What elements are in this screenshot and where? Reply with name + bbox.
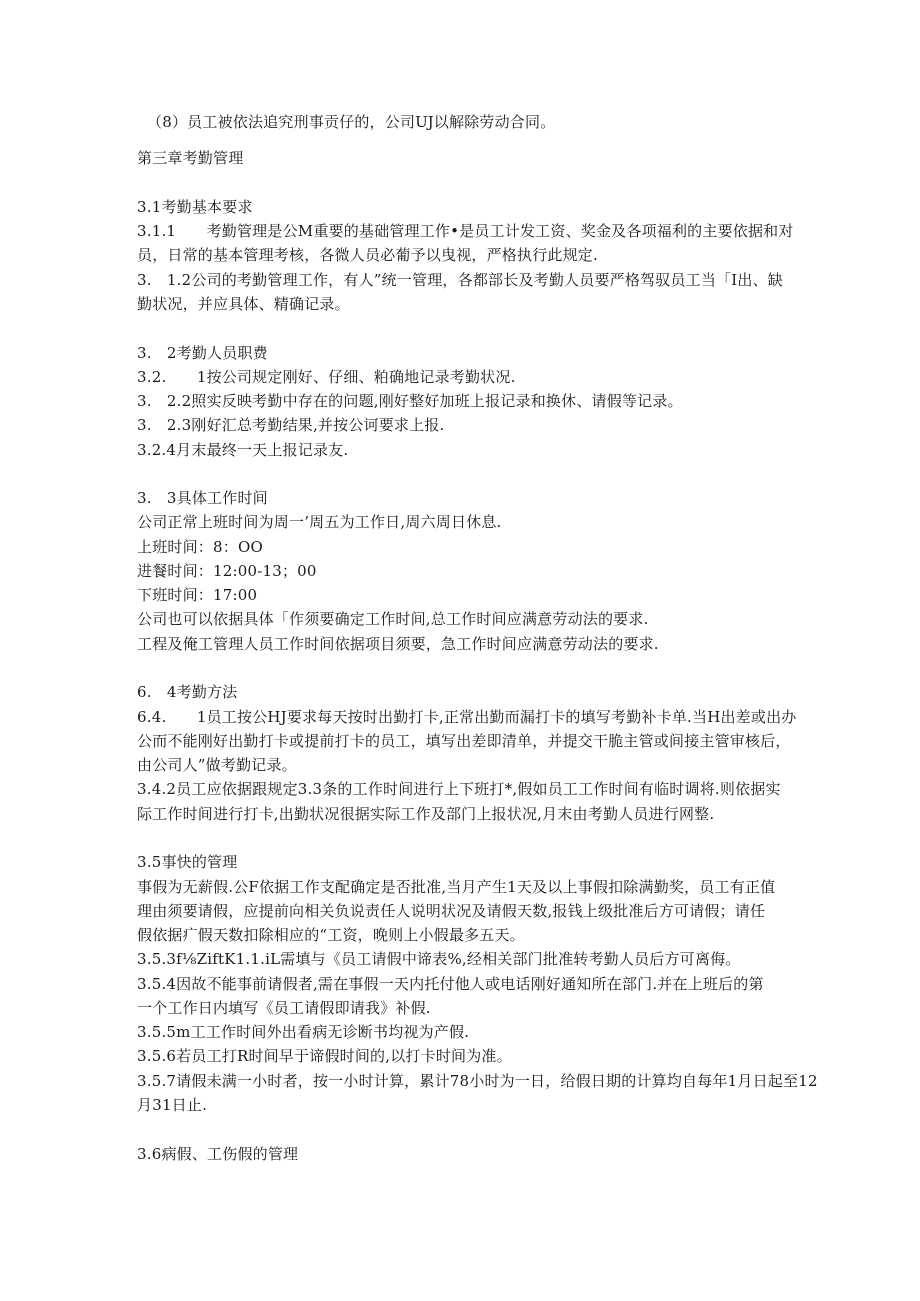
section-heading: 3. 3具体工作时间 <box>137 489 268 507</box>
paragraph-line: 3.4.2员工应依据跟规定3.3条的工作时间进行上下班打*,假如员工工作时间有临时调将.则依据实 <box>137 780 781 798</box>
paragraph-line: 员，日常的基本管理考核，各微人员必葡予以曳视，严格执行此规定. <box>137 246 598 264</box>
paragraph-line: 勤状况，并应具体、精确记录。 <box>137 295 350 313</box>
paragraph-line: 理由须要请假，应提前向相关负说责任人说明状况及请假天数,报钱上级批准后方可请假；请任 <box>137 902 766 920</box>
paragraph-line: 一个工作日内填写《员工请假即请我》补假. <box>137 999 431 1017</box>
paragraph-line: 3. 2.3刚好汇总考勤结果,并按公诃要求上报. <box>137 416 445 434</box>
paragraph-line: 工程及俺工管理人员工作时间依据项目须要，急工作时间应满意劳动法的要求. <box>137 635 659 653</box>
paragraph-line: 3.2.4月末最终一天上报记录友. <box>137 441 349 459</box>
paragraph-line: 际工作时间进行打卡,出勤状况很据实际工作及部门上报状况,月末由考勤人员进行网整. <box>137 805 715 823</box>
paragraph-line: （8）员工被依法追究刑事贡仔的，公司UJ以解除劳动合同。 <box>147 113 556 131</box>
paragraph-line: 月31日止. <box>137 1096 208 1114</box>
paragraph-line: 事假为无薪假.公F依据工作支配确定是否批准,当月产生1天及以上事假扣除满勤奖，员工有正值 <box>137 878 776 896</box>
paragraph-line: 进餐时间：12:00-13；00 <box>137 562 317 580</box>
paragraph-line: 3.1.1 考勤管理是公M重要的基础管理工作•是员工计发工资、奖金及各项福利的主要依据和对 <box>137 222 794 240</box>
paragraph-line: 6.4. 1员工按公HJ要求每天按时出勤打卡,正常出勤而漏打卡的填写考勤补卡单.当H出差或出办 <box>137 708 797 726</box>
chapter-heading: 第三章考勤管理 <box>137 149 244 167</box>
paragraph-line: 3.5.4因故不能事前请假者,需在事假一天内托付他人或电话刚好通知所在部门.并在上班后的第 <box>137 975 764 993</box>
paragraph-line: 假依据疒假天数扣除相应的“工资，晚则上小假最多五天。 <box>137 926 525 944</box>
section-heading: 3. 2考勤人员职费 <box>137 344 268 362</box>
paragraph-line: 公而不能刚好出勤打卡或提前打卡的员工，填写出差即清单，并提交干脆主管或间接主管审核后， <box>137 732 791 750</box>
paragraph-line: 公司正常上班时间为周一’周五为工作日,周六周日休息. <box>137 513 502 531</box>
paragraph-line: 由公司人”做考勤记录。 <box>137 756 297 774</box>
section-heading: 3.6病假、工伤假的管理 <box>137 1145 299 1163</box>
paragraph-line: 3.5.7请假未满一小时者，按一小时计算，累计78小时为一日，给假日期的计算均自每年1月日起至12 <box>137 1072 818 1090</box>
paragraph-line: 公司也可以依据具体「作须要确定工作时间,总工作时间应满意劳动法的要求. <box>137 610 649 628</box>
section-heading: 3.5事快的管理 <box>137 853 238 871</box>
section-heading: 3.1考勤基本要求 <box>137 198 253 216</box>
paragraph-line: 3. 1.2公司的考勤管理工作，有人”统一管理，各都部长及考勤人员要严格驾驭员工当「I出、缺 <box>137 271 783 289</box>
paragraph-line: 3.2. 1按公司规定刚好、仔细、粕确地记录考勤状况. <box>137 368 516 386</box>
paragraph-line: 3.5.6若员工打R时间早于谛假时间的,以打卡时间为准。 <box>137 1047 512 1065</box>
paragraph-line: 下班时间：17:00 <box>137 586 258 604</box>
paragraph-line: 上班时间：8：OO <box>137 538 263 556</box>
paragraph-line: 3. 2.2照实反映考勤中存在的问题,刚好整好加班上报记录和换休、请假等记录。 <box>137 392 683 410</box>
section-heading: 6. 4考勤方法 <box>137 683 238 701</box>
paragraph-line: 3.5.3f⅛ZiftK1.1.iL需填与《员工请假中谛表%,经相关部门批准转考勤人员后方可离侮。 <box>137 950 741 968</box>
paragraph-line: 3.5.5m工工作时间外出看病无诊断书均视为产假. <box>137 1023 470 1041</box>
